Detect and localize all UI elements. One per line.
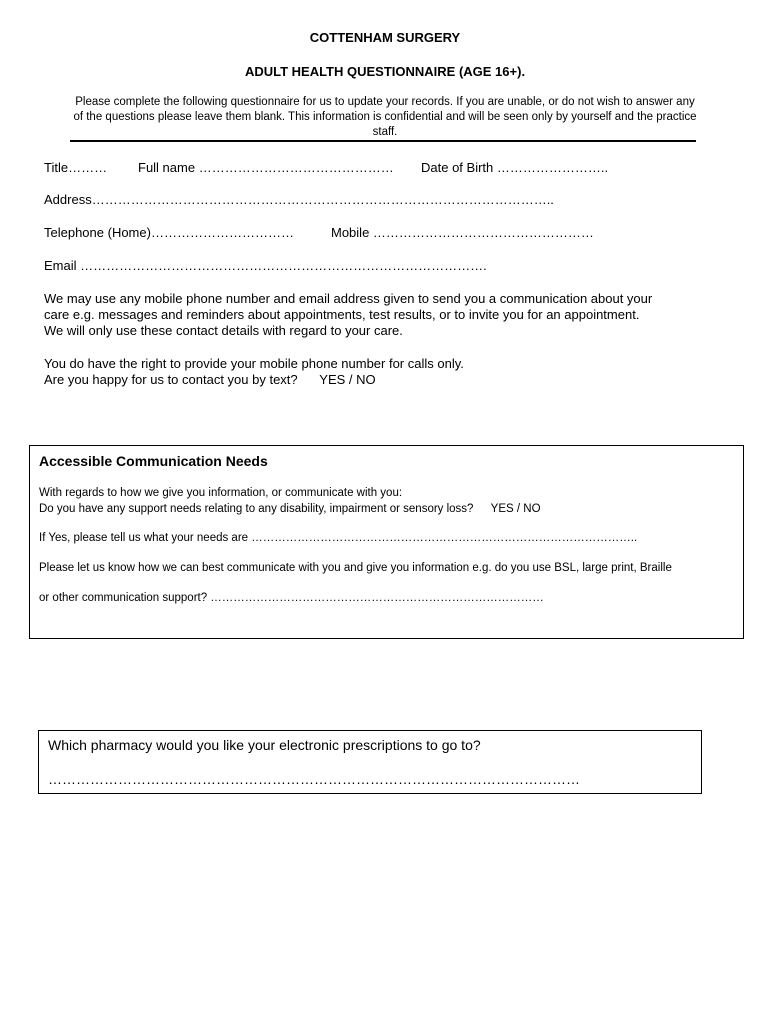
pharmacy-answer-field[interactable]: …………………………………………………………………………………………………… (48, 771, 580, 787)
practice-name: COTTENHAM SURGERY (309, 30, 461, 45)
pharmacy-box (38, 730, 702, 794)
intro-text: Please complete the following questionnaire for us to update your records. If you are unable, or do not wish to answer any of the questions please leave them blank. This information is confidential and will be seen only by yourself and the practice staff. (73, 96, 697, 138)
email-field[interactable]: Email …………………………………………………………………………………. (44, 258, 487, 273)
text-question-line (44, 372, 724, 388)
communication-support-field[interactable]: or other communication support? …………………………………………………………………………… (39, 592, 544, 604)
accessible-communication-box (29, 445, 744, 639)
full-name-field[interactable]: Full name ……………………………………… (138, 160, 394, 175)
support-needs-question: Do you have any support needs relating to any disability, impairment or sensory loss? (39, 503, 474, 515)
needs-detail-field[interactable]: If Yes, please tell us what your needs are ……………………………………………………………………………………….. (39, 532, 638, 544)
dob-field[interactable]: Date of Birth …………………….. (421, 160, 609, 175)
consent-line-1: We may use any mobile phone number and email address given to send you a communication about your (44, 291, 653, 306)
text-yes-no-option[interactable]: YES / NO (319, 372, 376, 387)
mobile-field[interactable]: Mobile …………………………………………… (331, 225, 594, 240)
accessible-heading: Accessible Communication Needs (39, 453, 268, 469)
consent-line-2: care e.g. messages and reminders about appointments, test results, or to invite you for an appointment. (44, 307, 640, 322)
consent-line-3: We will only use these contact details with regard to your care. (44, 323, 403, 338)
contact-consent-paragraph (44, 291, 724, 339)
pharmacy-question: Which pharmacy would you like your electronic prescriptions to go to? (48, 737, 481, 753)
address-field[interactable]: Address…………………………………………………………………………………………….. (44, 192, 554, 207)
support-yes-no-option[interactable]: YES / NO (490, 503, 541, 515)
support-needs-question-line (39, 503, 541, 515)
mobile-calls-line: You do have the right to provide your mobile phone number for calls only. (44, 356, 464, 371)
telephone-home-field[interactable]: Telephone (Home)…………………………… (44, 225, 294, 240)
communication-preference-line: Please let us know how we can best communicate with you and give you information e.g. do you use BSL, large print, Braille (39, 562, 672, 574)
title-field[interactable]: Title……… (44, 160, 108, 175)
accessible-intro-line: With regards to how we give you information, or communicate with you: (39, 487, 403, 499)
text-consent-paragraph (44, 356, 724, 388)
text-question: Are you happy for us to contact you by text? (44, 372, 298, 387)
header-divider (70, 140, 696, 142)
form-title: ADULT HEALTH QUESTIONNAIRE (AGE 16+). (244, 64, 526, 79)
